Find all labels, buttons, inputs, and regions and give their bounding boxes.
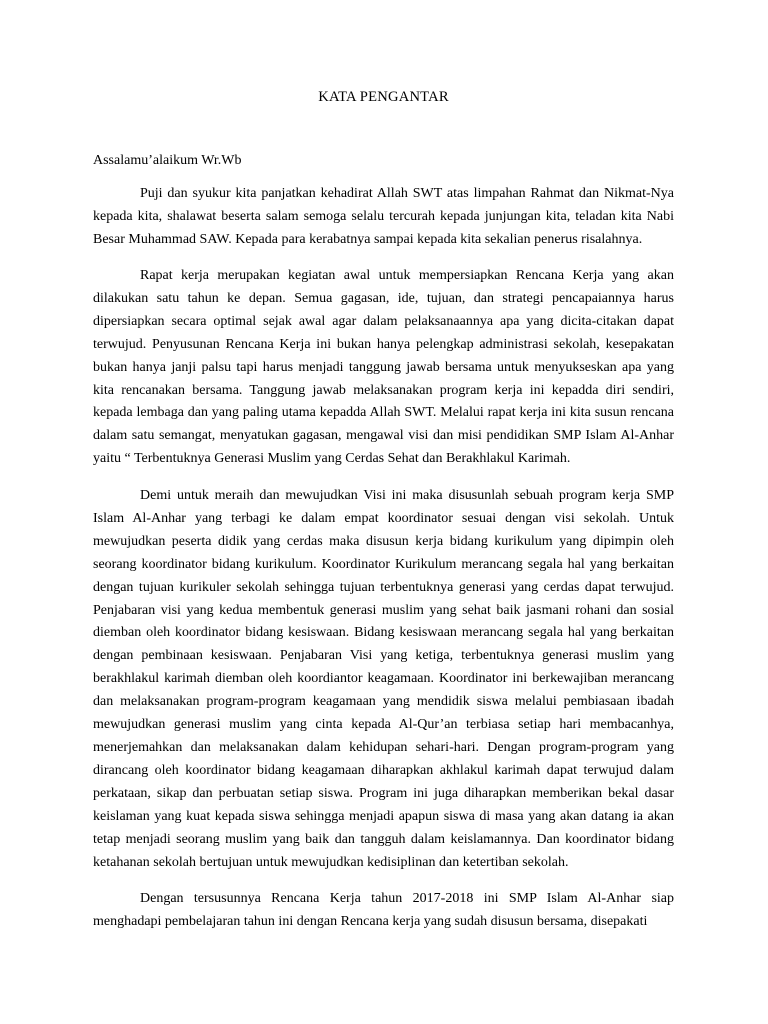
document-page (93, 0, 674, 1024)
paragraph: Demi untuk meraih dan mewujudkan Visi ini maka disusunlah sebuah program kerja SMP Islam Al-Anhar yang terbagi ke dalam empat koordinator sesuai dengan visi sekolah. Untuk mewujudkan peserta didik yang cerdas maka disusun kerja bidang kurikulum yang dipimpin oleh seorang koordinator bidang kurikulum. Koordinator Kurikulum merancang segala hal yang berkaitan dengan tujuan kurikuler sekolah sehingga tujuan terbentuknya generasi yang cerdas dapat terwujud. Penjabaran visi yang kedua membentuk generasi muslim yang sehat baik jasmani rohani dan sosial diemban oleh koordinator bidang kesiswaan. Bidang kesiswaan merancang segala hal yang berkaitan dengan pembinaan kesiswaan. Penjabaran Visi yang ketiga, terbentuknya generasi muslim yang berakhlakul karimah diemban oleh koordiantor keagamaan. Koordinator ini berkewajiban merancang dan melaksanakan program-program keagamaan yang mendidik siswa melalui pembiasaan ibadah mewujudkan generasi muslim yang cinta kepada Al-Qur’an terbiasa setiap hari membacanhya, menerjemahkan dan melaksanakan dalam kehidupan sehari-hari. Dengan program-program yang dirancang oleh koordinator bidang keagamaan diharapkan akhlakul karimah dapat terwujud dalam perkataan, sikap dan perbuatan setiap siswa. Program ini juga diharapkan memberikan bekal dasar keislaman yang kuat kepada siswa sehingga menjadi apapun siswa di masa yang akan datang ia akan tetap menjadi seorang muslim yang baik dan tangguh dalam keislamannya. Dan koordinator bidang ketahanan sekolah bertujuan untuk mewujudkan kedisiplinan dan ketertiban sekolah. (93, 488, 674, 870)
paragraph: Puji dan syukur kita panjatkan kehadirat Allah SWT atas limpahan Rahmat dan Nikmat-Nya kepada kita, shalawat beserta salam semoga selalu tercurah kepada junjungan kita, teladan kita Nabi Besar Muhammad SAW. Kepada para kerabatnya sampai kepada kita sekalian penerus risalahnya. (93, 186, 674, 247)
greeting-text: Assalamu’alaikum Wr.Wb (93, 153, 242, 168)
paragraph: Dengan tersusunnya Rencana Kerja tahun 2017-2018 ini SMP Islam Al-Anhar siap menghadapi pembelajaran tahun ini dengan Rencana kerja yang sudah disusun bersama, disepakati (93, 891, 674, 929)
page-title: KATA PENGANTAR (318, 89, 449, 105)
paragraph: Rapat kerja merupakan kegiatan awal untuk mempersiapkan Rencana Kerja yang akan dilakukan satu tahun ke depan. Semua gagasan, ide, tujuan, dan strategi pencapaiannya harus dipersiapkan secara optimal sejak awal agar dalam pelaksanaannya apa yang dicita-citakan dapat terwujud. Penyusunan Rencana Kerja ini bukan hanya pelengkap administrasi sekolah, kesepakatan bukan hanya janji palsu tapi harus menjadi tanggung jawab bersama untuk menyukseskan apa yang kita rencanakan bersama. Tanggung jawab melaksanakan program kerja ini kepadda diri sendiri, kepada lembaga dan yang paling utama kepadda Allah SWT. Melalui rapat kerja ini kita susun rencana dalam satu semangat, menyatukan gagasan, mengawal visi dan misi pendidikan SMP Islam Al-Anhar yaitu “ Terbentuknya Generasi Muslim yang Cerdas Sehat dan Berakhlakul Karimah. (93, 268, 674, 467)
